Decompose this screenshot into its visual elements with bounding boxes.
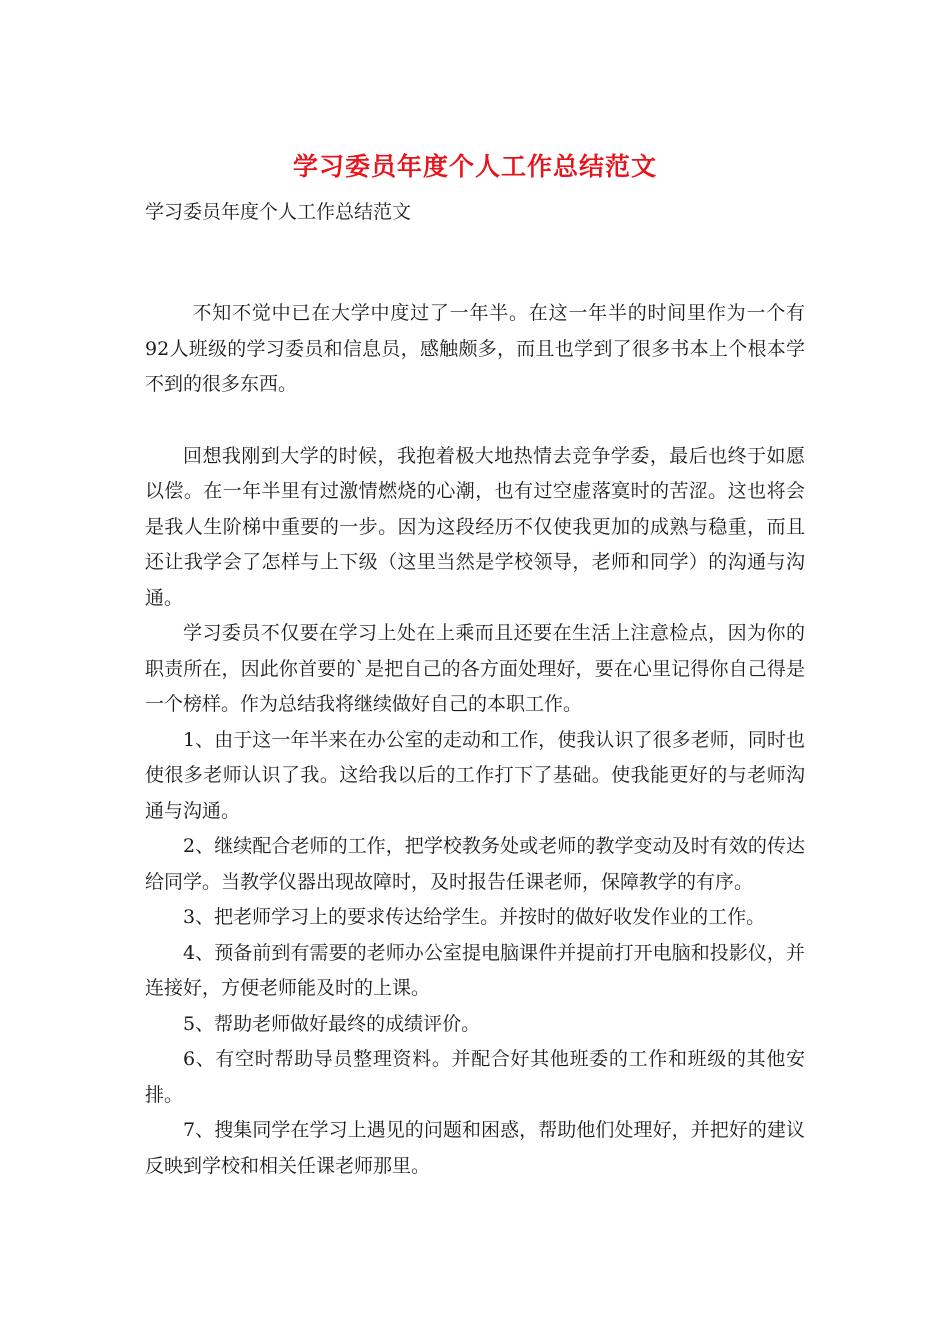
document-title: 学习委员年度个人工作总结范文 xyxy=(292,152,657,181)
paragraph-duty: 学习委员不仅要在学习上处在上乘而且还要在生活上注意检点，因为你的职责所在，因此你首要的`是把自己的各方面处理好，要在心里记得你自己得是一个榜样。作为总结我将继续做好自己的本职工作。 xyxy=(145,622,805,715)
document-body xyxy=(145,296,805,1184)
paragraph-intro: 不知不觉中已在大学中度过了一年半。在这一年半的时间里作为一个有92人班级的学习委员和信息员，感触颇多，而且也学到了很多书本上个根本学不到的很多东西。 xyxy=(145,302,805,395)
list-item-2: 2、继续配合老师的工作，把学校教务处或老师的教学变动及时有效的传达给同学。当教学仪器出现故障时，及时报告任课老师，保障教学的有序。 xyxy=(145,835,805,893)
list-item-1: 1、由于这一年半来在办公室的走动和工作，使我认识了很多老师，同时也使很多老师认识了我。这给我以后的工作打下了基础。使我能更好的与老师沟通与沟通。 xyxy=(145,728,805,822)
list-item-3: 3、把老师学习上的要求传达给学生。并按时的做好收发作业的工作。 xyxy=(183,906,766,928)
document-subtitle: 学习委员年度个人工作总结范文 xyxy=(145,201,412,223)
list-item-4: 4、预备前到有需要的老师办公室提电脑课件并提前打开电脑和投影仪，并连接好，方便老师能及时的上课。 xyxy=(145,941,805,999)
list-item-5: 5、帮助老师做好最终的成绩评价。 xyxy=(183,1012,481,1035)
list-item-7: 7、搜集同学在学习上遇见的问题和困惑，帮助他们处理好，并把好的建议反映到学校和相关任课老师那里。 xyxy=(145,1119,805,1177)
list-item-6: 6、有空时帮助导员整理资料。并配合好其他班委的工作和班级的其他安排。 xyxy=(145,1048,805,1106)
paragraph-recall: 回想我刚到大学的时候，我抱着极大地热情去竞争学委，最后也终于如愿以偿。在一年半里有过激情燃烧的心潮，也有过空虚落寞时的苦涩。这也将会是我人生阶梯中重要的一步。因为这段经历不仅使我更加的成熟与稳重，而且还让我学会了怎样与上下级（这里当然是学校领导，老师和同学）的沟通与沟通。 xyxy=(145,444,805,609)
